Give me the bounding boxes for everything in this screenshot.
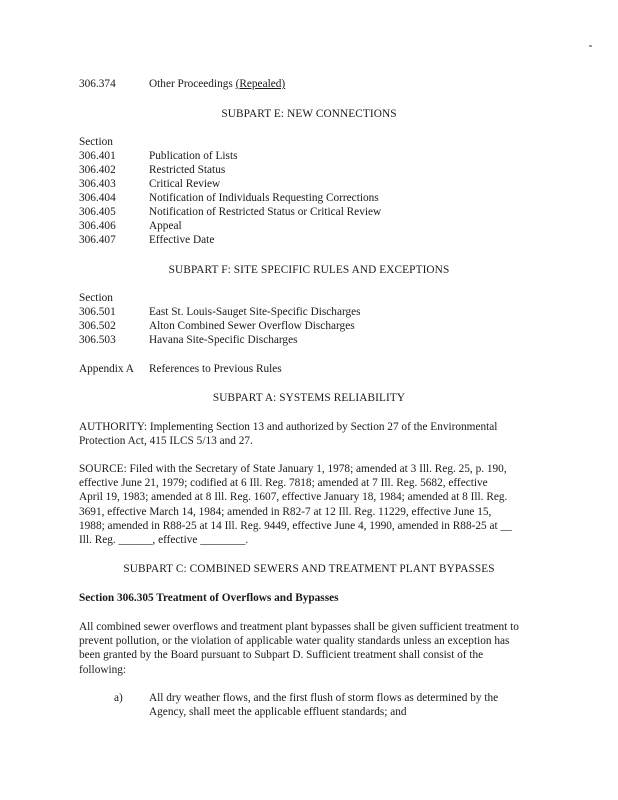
text-line: prevent pollution, or the violation of applicable water quality standards unless an exception has (79, 635, 510, 648)
text-line: Protection Act, 415 ILCS 5/13 and 27. (79, 435, 253, 448)
section-title: Other Proceedings (Repealed) (149, 78, 286, 90)
body-paragraph (79, 620, 555, 677)
text-line: 3691, effective March 14, 1984; amended in R82-7 at 12 Ill. Reg. 11229, effective June 15, (79, 505, 492, 518)
section-number: 306.502 (79, 320, 116, 332)
section-number: 306.401 (79, 150, 116, 162)
section-title: Restricted Status (149, 164, 226, 176)
subpart-a-heading: SUBPART A: SYSTEMS RELIABILITY (212, 392, 406, 404)
section-number: 306.501 (79, 306, 116, 318)
text-line: following: (79, 663, 127, 676)
text-line: been granted by the Board pursuant to Subpart D. Sufficient treatment shall consist of the (79, 649, 484, 662)
text-line: effective June 21, 1979; codified at 6 Ill. Reg. 7818; amended at 7 Ill. Reg. 5682, effective (79, 477, 488, 490)
section-title: Alton Combined Sewer Overflow Discharges (149, 320, 355, 332)
scan-speck (589, 45, 592, 47)
section-number: 306.374 (79, 78, 116, 90)
text-line: SOURCE: Filed with the Secretary of State January 1, 1978; amended at 3 Ill. Reg. 25, p. 190, (79, 463, 507, 475)
item-a-text (149, 691, 559, 719)
section-heading: Section 306.305 Treatment of Overflows and Bypasses (79, 592, 339, 604)
subpart-f-heading: SUBPART F: SITE SPECIFIC RULES AND EXCEPTIONS (168, 264, 450, 276)
appendix-label: Appendix A (79, 363, 134, 375)
text-line: AUTHORITY: Implementing Section 13 and authorized by Section 27 of the Environmental (79, 421, 498, 433)
section-title: Appeal (149, 220, 182, 232)
section-label: Section (79, 292, 113, 304)
appendix-title: References to Previous Rules (149, 363, 282, 375)
subpart-e-heading: SUBPART E: NEW CONNECTIONS (221, 108, 397, 120)
section-label: Section (79, 136, 113, 148)
source-paragraph (79, 462, 555, 547)
section-number: 306.404 (79, 192, 116, 204)
text-line: All dry weather flows, and the first flush of storm flows as determined by the (149, 692, 499, 704)
section-number: 306.407 (79, 234, 116, 246)
section-number: 306.503 (79, 334, 116, 346)
text-line: April 19, 1983; amended at 8 Ill. Reg. 1607, effective January 18, 1984; amended at 8 Ill. Reg. (79, 491, 508, 504)
section-title: Effective Date (149, 234, 215, 246)
text-line: Agency, shall meet the applicable effluent standards; and (149, 706, 407, 719)
section-number: 306.402 (79, 164, 116, 176)
section-number: 306.403 (79, 178, 116, 190)
section-title: Notification of Restricted Status or Critical Review (149, 206, 382, 218)
text-line: All combined sewer overflows and treatment plant bypasses shall be given sufficient treatment to (79, 621, 519, 633)
repealed-label: (Repealed) (235, 78, 286, 90)
subpart-c-heading: SUBPART C: COMBINED SEWERS AND TREATMENT PLANT BYPASSES (123, 563, 495, 575)
authority-paragraph (79, 420, 555, 448)
section-title: Havana Site-Specific Discharges (149, 334, 298, 346)
section-title: Notification of Individuals Requesting Corrections (149, 192, 379, 204)
section-title: Publication of Lists (149, 150, 238, 162)
section-number: 306.406 (79, 220, 116, 232)
section-title: Critical Review (149, 178, 221, 190)
section-title: East St. Louis-Sauget Site-Specific Discharges (149, 306, 361, 318)
section-number: 306.405 (79, 206, 116, 218)
item-a-label: a) (114, 692, 123, 704)
text-line: Ill. Reg. ______, effective ________. (79, 534, 249, 547)
text-line: 1988; amended in R88-25 at 14 Ill. Reg. 9449, effective June 4, 1990, amended in R88-25 at __ (79, 519, 512, 532)
